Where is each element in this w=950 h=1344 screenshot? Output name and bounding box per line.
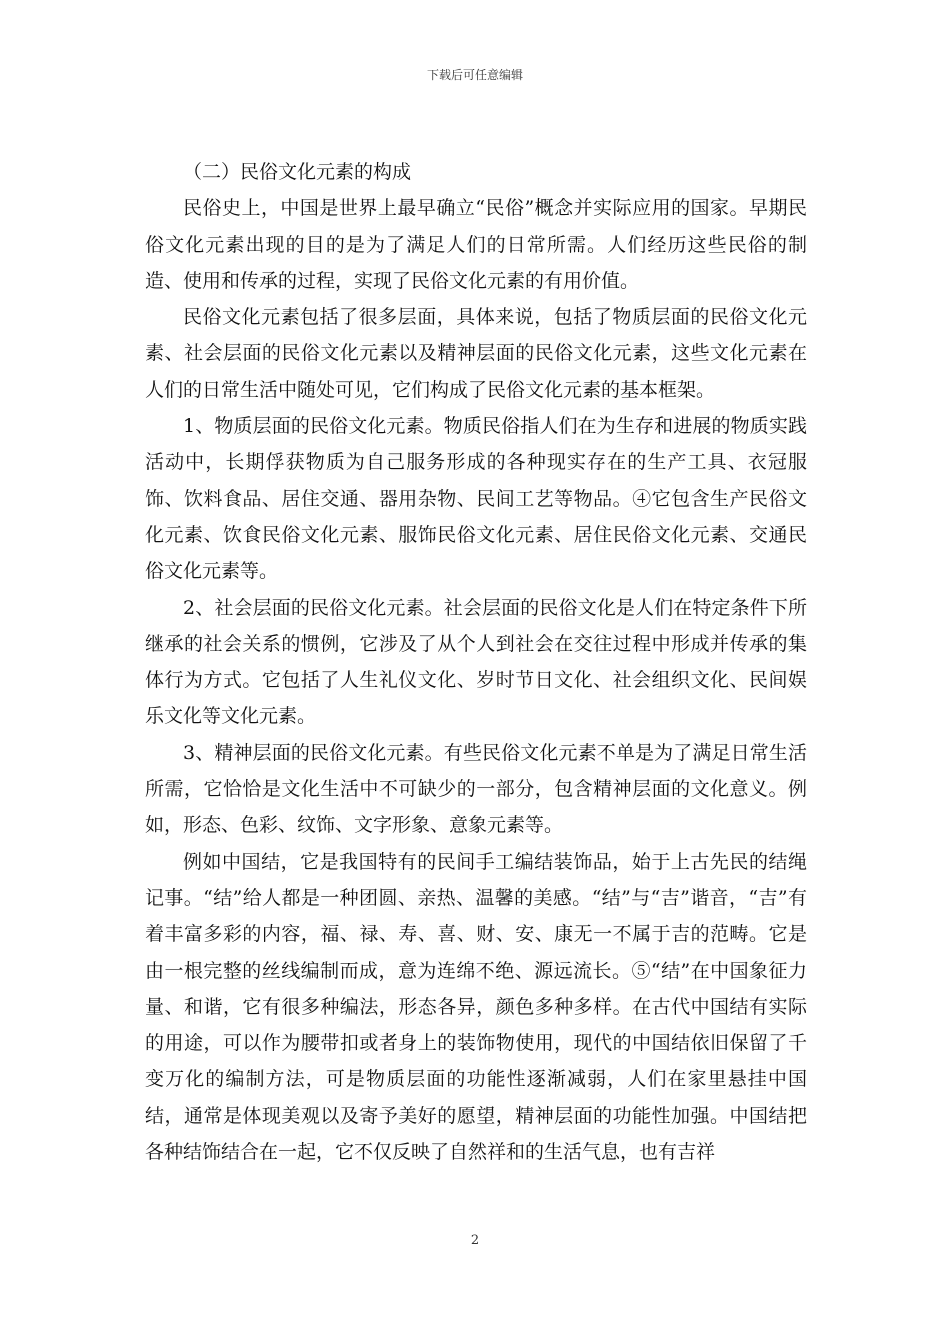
paragraph-framework: 民俗文化元素包括了很多层面，具体来说，包括了物质层面的民俗文化元素、社会层面的民俗文化元素以及精神层面的民俗文化元素，这些文化元素在人们的日常生活中随处可见，它们构成了民俗文化元素的基本框架。: [145, 306, 807, 401]
section-heading: （二）民俗文化元素的构成: [183, 161, 412, 183]
page-header: 下载后可任意编辑: [426, 68, 523, 82]
paragraph-intro: 民俗史上，中国是世界上最早确立“民俗”概念并实际应用的国家。早期民俗文化元素出现的目的是为了满足人们的日常所需。人们经历这些民俗的制造、使用和传承的过程，实现了民俗文化元素的有用价值。: [145, 197, 807, 292]
paragraph-spiritual-level: 3、精神层面的民俗文化元素。有些民俗文化元素不单是为了满足日常生活所需，它恰恰是文化生活中不可缺少的一部分，包含精神层面的文化意义。例如，形态、色彩、纹饰、文字形象、意象元素等。: [145, 741, 807, 837]
paragraph-material-level: 1、物质层面的民俗文化元素。物质民俗指人们在为生存和进展的物质实践活动中，长期俘获物质为自己服务形成的各种现实存在的生产工具、衣冠服饰、饮料食品、居住交通、器用杂物、民间工艺等物品。④它包含生产民俗文化元素、饮食民俗文化元素、服饰民俗文化元素、居住民俗文化元素、交通民俗文化元素等。: [145, 415, 807, 583]
paragraph-social-level: 2、社会层面的民俗文化元素。社会层面的民俗文化是人们在特定条件下所继承的社会关系的惯例，它涉及了从个人到社会在交往过程中形成并传承的集体行为方式。它包括了人生礼仪文化、岁时节日文化、社会组织文化、民间娱乐文化等文化元素。: [145, 596, 807, 728]
page-number: 2: [470, 1233, 480, 1248]
paragraph-chinese-knot: 例如中国结，它是我国特有的民间手工编结装饰品，始于上古先民的结绳记事。“结”给人都是一种团圆、亲热、温馨的美感。“结”与“吉”谐音，“吉”有着丰富多彩的内容，福、禄、寿、喜、财、安、康无一不属于吉的范畴。它是由一根完整的丝线编制而成，意为连绵不绝、源远流长。⑤“结”在中国象征力量、和谐，它有很多种编法，形态各异，颜色多种多样。在古代中国结有实际的用途，可以作为腰带扣或者身上的装饰物使用，现代的中国结依旧保留了千变万化的编制方法，可是物质层面的功能性逐渐减弱，人们在家里悬挂中国结，通常是体现美观以及寄予美好的愿望，精神层面的功能性加强。中国结把各种结饰结合在一起，它不仅反映了自然祥和的生活气息，也有吉祥: [145, 850, 807, 1164]
document-body: [145, 154, 807, 1170]
